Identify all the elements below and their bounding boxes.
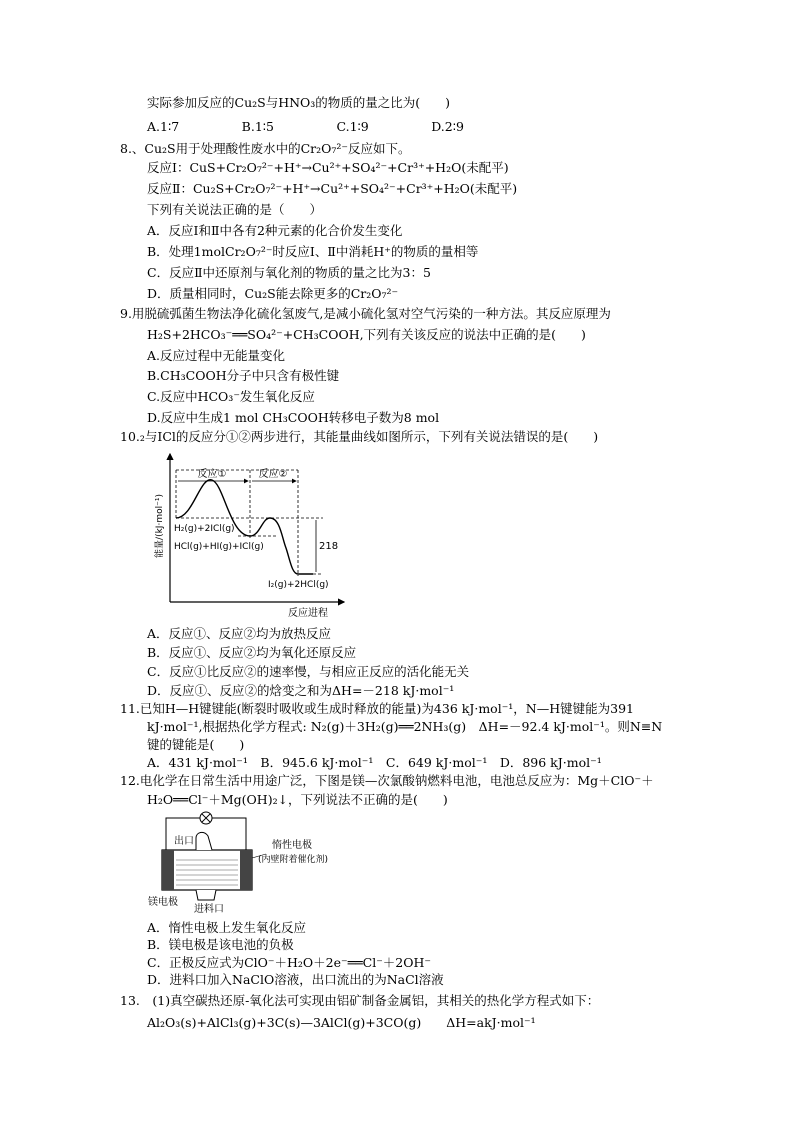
q8-reaction-1: 反应Ⅰ：CuS+Cr₂O₇²⁻+H⁺→Cu²⁺+SO₄²⁻+Cr³⁺+H₂O(未配平) [147, 160, 509, 175]
stage-2-label: 反应② [258, 469, 288, 480]
q10-option-b: B．反应①、反应②均为氧化还原反应 [147, 645, 357, 660]
mg-electrode [162, 850, 174, 890]
q10-option-d: D．反应①、反应②的焓变之和为ΔH=－218 kJ·mol⁻¹ [147, 683, 455, 698]
q11-stem-2: kJ·mol⁻¹,根据热化学方程式: N₂(g)＋3H₂(g)══2NH₃(g) ΔH=－92.4 kJ·mol⁻¹。则N≡N [147, 719, 663, 734]
q8-option-d: D．质量相同时，Cu₂S能去除更多的Cr₂O₇²⁻ [147, 286, 399, 301]
q12-option-b: B．镁电极是该电池的负极 [147, 937, 294, 952]
y-axis-label: 能量/(kJ·mol⁻¹) [155, 494, 165, 558]
q12-option-a: A．惰性电极上发生氧化反应 [147, 920, 307, 935]
q11-options: A．431 kJ·mol⁻¹ B．945.6 kJ·mol⁻¹ C．649 kJ·mol⁻¹ D．896 kJ·mol⁻¹ [147, 755, 602, 770]
q9-option-c: C.反应中HCO₃⁻发生氧化反应 [147, 389, 315, 404]
inert-electrode-note: (内壁附着催化剂) [258, 855, 329, 865]
cell-diagram [148, 808, 348, 914]
inlet-label: 进料口 [194, 904, 224, 914]
q8-option-a: A．反应Ⅰ和Ⅱ中各有2种元素的化合价发生变化 [147, 223, 403, 238]
q8-stem: 8.、Cu₂S用于处理酸性废水中的Cr₂O₇²⁻反应如下。 [120, 141, 411, 156]
q13-equation: Al₂O₃(s)+AlCl₃(g)+3C(s)—3AlCl(g)+3CO(g) ΔH=akJ·mol⁻¹ [147, 1015, 536, 1030]
q10-option-a: A．反应①、反应②均为放热反应 [147, 626, 332, 641]
outlet-label: 出口 [174, 836, 194, 847]
q9-stem: 9.用脱硫弧菌生物法净化硫化氢废气,是减小硫化氢对空气污染的一种方法。其反应原理为 [120, 306, 611, 321]
q11-stem-1: 11.已知H—H键键能(断裂时吸收或生成时释放的能量)为436 kJ·mol⁻¹，N—H键键能为391 [120, 701, 635, 716]
q9-option-b: B.CH₃COOH分子中只含有极性键 [147, 368, 340, 383]
q8-option-c: C．反应Ⅱ中还原剂与氧化剂的物质的量之比为3：5 [147, 265, 431, 280]
q12-stem-2: H₂O══Cl⁻＋Mg(OH)₂↓，下列说法不正确的是( ) [147, 792, 448, 807]
x-axis-label: 反应进程 [288, 608, 328, 619]
q8-reaction-2: 反应Ⅱ：Cu₂S+Cr₂O₇²⁻+H⁺→Cu²⁺+SO₄²⁻+Cr³⁺+H₂O(未配平) [147, 181, 518, 196]
q13-stem: 13. (1)真空碳热还原-氧化法可实现由铝矿制备金属铝，其相关的热化学方程式如下： [120, 993, 600, 1008]
mg-electrode-label: 镁电极 [148, 897, 178, 908]
q9-option-d: D.反应中生成1 mol CH₃COOH转移电子数为8 mol [147, 410, 440, 425]
q8-option-b: B．处理1molCr₂O₇²⁻时反应Ⅰ、Ⅱ中消耗H⁺的物质的量相等 [147, 244, 479, 259]
q12-stem-1: 12.电化学在日常生活中用途广泛，下图是镁—次氯酸钠燃料电池，电池总反应为：Mg＋ClO⁻＋ [120, 773, 654, 788]
inert-electrode-label: 惰性电极 [272, 840, 312, 851]
delta-h-label: 218 [319, 541, 339, 552]
q12-option-c: C．正极反应式为ClO⁻＋H₂O＋2e⁻══Cl⁻＋2OH⁻ [147, 955, 431, 970]
q9-option-a: A.反应过程中无能量变化 [147, 348, 286, 363]
q10-option-c: C．反应①比反应②的速率慢，与相应正反应的活化能无关 [147, 664, 470, 679]
energy-diagram [148, 448, 348, 620]
inert-electrode [240, 850, 252, 890]
q11-stem-3: 键的键能是( ) [147, 737, 245, 752]
products-label: I₂(g)+2HCl(g) [268, 580, 329, 590]
stage-1-label: 反应① [197, 469, 227, 480]
q10-stem: 10.₂与ICl的反应分①②两步进行，其能量曲线如图所示，下列有关说法错误的是( ) [120, 429, 599, 444]
q8-question: 下列有关说法正确的是（ ） [147, 202, 323, 217]
q9-equation: H₂S+2HCO₃⁻══SO₄²⁻+CH₃COOH,下列有关该反应的说法中正确的是( ) [147, 327, 586, 342]
reactants-label: H₂(g)+2ICl(g) [174, 524, 235, 534]
intermediate-label: HCl(g)+HI(g)+ICl(g) [174, 542, 264, 552]
q7-stem-line: 实际参加反应的Cu₂S与HNO₃的物质的量之比为( ) [147, 95, 451, 110]
q7-options: A.1∶7 B.1∶5 C.1∶9 D.2∶9 [147, 119, 464, 134]
q12-option-d: D．进料口加入NaClO溶液，出口流出的为NaCl溶液 [147, 972, 444, 987]
